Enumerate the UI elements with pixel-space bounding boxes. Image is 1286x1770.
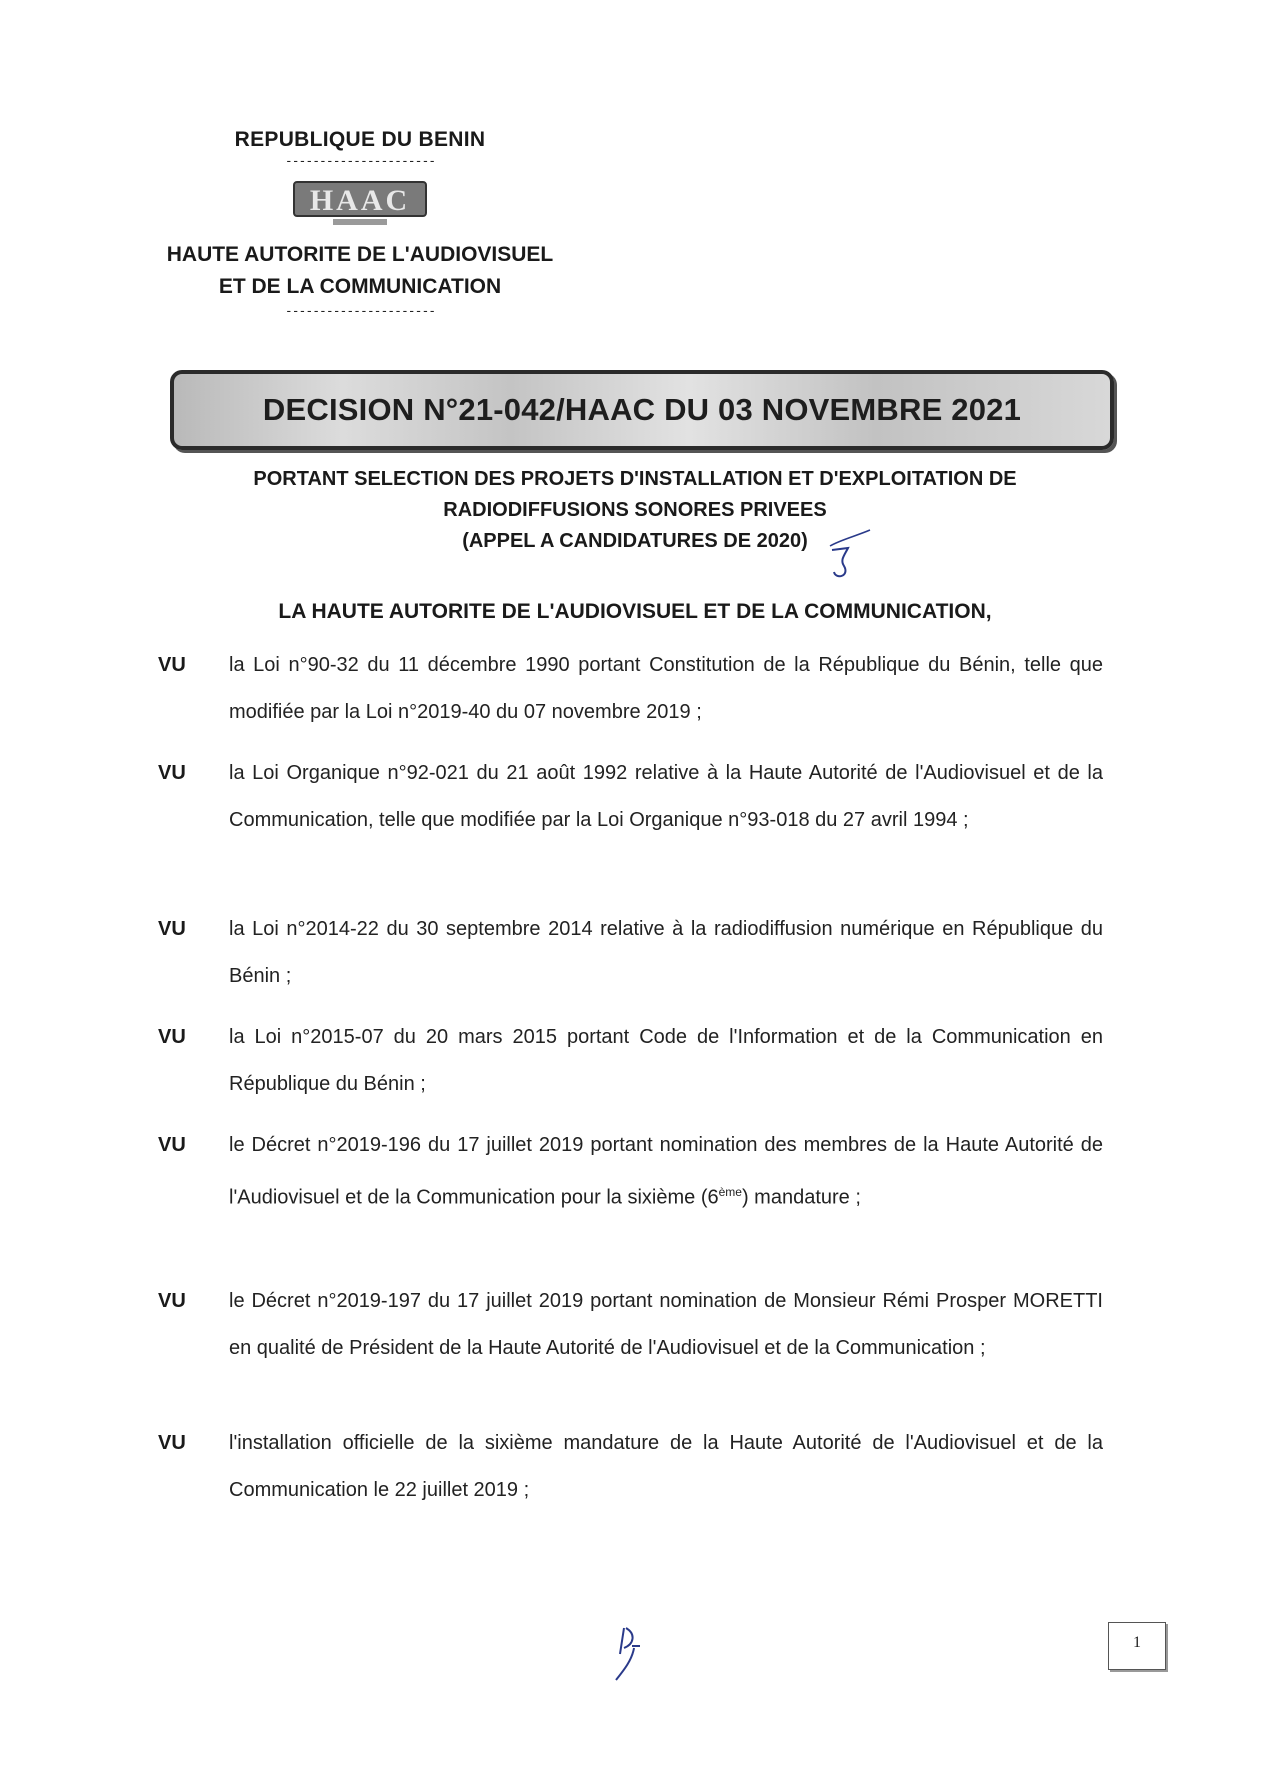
haac-logo bbox=[293, 181, 427, 229]
vu-label: VU bbox=[158, 654, 186, 676]
header-separator-2: ---------------------- bbox=[284, 304, 436, 319]
vu-text: le Décret n°2019-197 du 17 juillet 2019 portant nomination de Monsieur Rémi Prosper MORETTI en qualité de Président de la Haute Autorité de l'Audiovisuel et de la Communication ; bbox=[229, 1290, 1103, 1359]
vu-text: la Loi n°90-32 du 11 décembre 1990 portant Constitution de la République du Bénin, telle que modifiée par la Loi n°2019-40 du 07 novembre 2019 ; bbox=[229, 654, 1103, 723]
page-number: 1 bbox=[1108, 1622, 1166, 1670]
authority-name-line1: HAUTE AUTORITE DE L'AUDIOVISUEL bbox=[166, 243, 554, 266]
vu-label: VU bbox=[158, 1134, 186, 1156]
subtitle-line-1: PORTANT SELECTION DES PROJETS D'INSTALLATION ET D'EXPLOITATION DE bbox=[253, 468, 1017, 490]
subtitle-line-2: RADIODIFFUSIONS SONORES PRIVEES bbox=[443, 499, 827, 521]
vu-label: VU bbox=[158, 918, 186, 940]
subtitle-line-3: (APPEL A CANDIDATURES DE 2020) bbox=[462, 530, 808, 552]
republic-name: REPUBLIQUE DU BENIN bbox=[234, 128, 486, 151]
vu-label: VU bbox=[158, 1026, 186, 1048]
decision-subtitle bbox=[160, 464, 1110, 557]
vu-text: l'installation officielle de la sixième mandature de la Haute Autorité de l'Audiovisuel et de la Communication le 22 juillet 2019 ; bbox=[229, 1432, 1103, 1501]
handwritten-initials-icon bbox=[610, 1624, 654, 1689]
vu-text-part: le Décret n°2019-196 du 17 juillet 2019 portant nomination des membres de la Haute Autorité de l'Audiovisuel et de la Communication pour la sixième (6 bbox=[229, 1134, 1103, 1209]
preamble: LA HAUTE AUTORITE DE L'AUDIOVISUEL ET DE LA COMMUNICATION, bbox=[278, 600, 992, 623]
header-separator: ---------------------- bbox=[284, 154, 436, 169]
decision-title: DECISION N°21-042/HAAC DU 03 NOVEMBRE 2021 bbox=[262, 392, 1022, 427]
letterhead bbox=[150, 128, 570, 319]
handwritten-mark-icon bbox=[826, 526, 874, 587]
vu-superscript: ème bbox=[718, 1185, 742, 1199]
vu-label: VU bbox=[158, 1290, 186, 1312]
svg-text:HAAC: HAAC bbox=[309, 184, 411, 217]
authority-name-line2: ET DE LA COMMUNICATION bbox=[218, 274, 502, 298]
vu-label: VU bbox=[158, 1432, 186, 1454]
vu-text: la Loi n°2015-07 du 20 mars 2015 portant Code de l'Information et de la Communication en République du Bénin ; bbox=[229, 1026, 1103, 1095]
decision-title-box bbox=[170, 370, 1114, 450]
vu-label: VU bbox=[158, 762, 186, 784]
vu-text-part: ) mandature ; bbox=[741, 1186, 861, 1209]
vu-text: la Loi n°2014-22 du 30 septembre 2014 relative à la radiodiffusion numérique en République du Bénin ; bbox=[229, 918, 1103, 987]
vu-text: la Loi Organique n°92-021 du 21 août 1992 relative à la Haute Autorité de l'Audiovisuel et de la Communication, telle que modifiée par la Loi Organique n°93-018 du 27 avril 1994 ; bbox=[229, 762, 1103, 831]
vu-text bbox=[229, 1122, 1103, 1222]
